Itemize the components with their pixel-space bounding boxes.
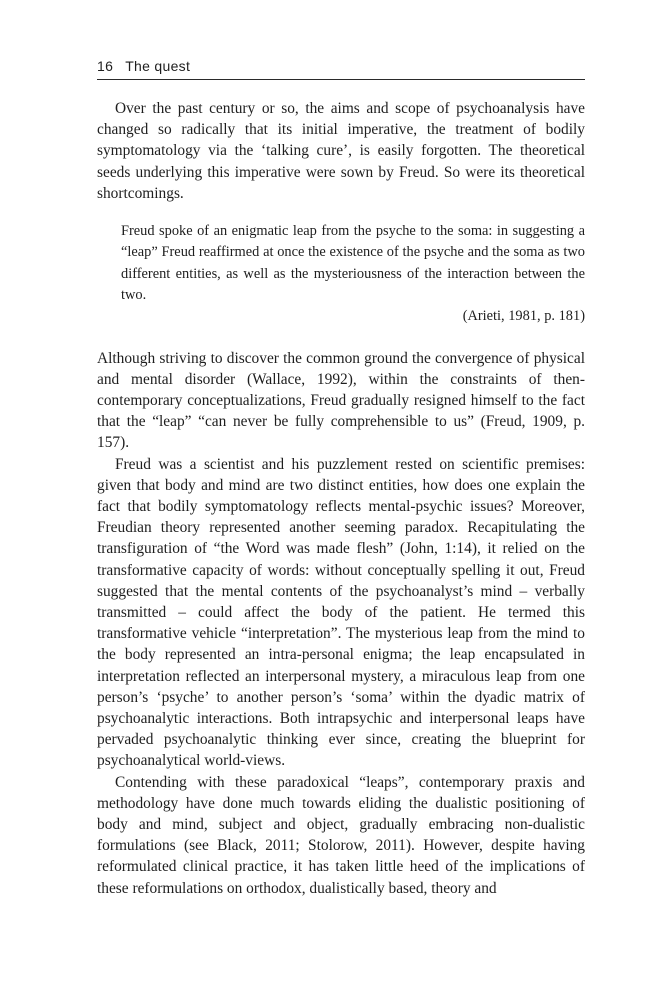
running-header: [97, 56, 585, 80]
book-page: [97, 56, 585, 899]
main-text: [97, 98, 585, 899]
paragraph-2: Although striving to discover the common ground the convergence of physical and mental disorder (Wallace, 1992), within the constraints of then-contemporary conceptualizations, Freud gradually resigned himself to the fact that the “leap” “can never be fully comprehensible to us” (Freud, 1909, p. 157).: [97, 349, 585, 452]
quote-citation: (Arieti, 1981, p. 181): [462, 308, 585, 325]
running-title: The quest: [125, 58, 191, 74]
block-quote: Freud spoke of an enigmatic leap from the psyche to the soma: in suggesting a “leap” Freud reaffirmed at once the existence of the psyche and the soma as two different entities, as well as the mysteriousness of the interaction between the two.: [121, 223, 585, 303]
page-number: 16: [97, 58, 114, 74]
paragraph-4: Contending with these paradoxical “leaps”, contemporary praxis and methodology have done much towards eliding the dualistic positioning of body and mind, subject and object, gradually embracing non-dualistic formulations (see Black, 2011; Stolorow, 2011). However, despite having reformulated clinical practice, it has taken little heed of the implications of these reformulations on orthodox, dualistically based, theory and: [97, 773, 585, 897]
paragraph-3: Freud was a scientist and his puzzlement rested on scientific premises: given that body and mind are two distinct entities, how does one explain the fact that bodily symptomatology reflects mental-psychic issues? Moreover, Freudian theory represented another seeming paradox. Recapitulating the transfiguration of “the Word was made flesh” (John, 1:14), it relied on the transformative capacity of words: without conceptually spelling it out, Freud suggested that the mental contents of the psychoanalyst’s mind – verbally transmitted – could affect the body of the patient. He termed this transformative vehicle “interpretation”. The mysterious leap from the mind to the body represented an intra-personal enigma; the leap encapsulated in interpretation reflected an interpersonal mystery, a miraculous leap from one person’s ‘psyche’ to another person’s ‘soma’ within the dyadic matrix of psychoanalytic interactions. Both intrapsychic and interpersonal leaps have pervaded psychoanalytic thinking ever since, creating the blueprint for psychoanalytical world-views.: [97, 455, 585, 770]
paragraph-1: Over the past century or so, the aims and scope of psychoanalysis have changed so radically that its initial imperative, the treatment of bodily symptomatology via the ‘talking cure’, is easily forgotten. The theoretical seeds underlying this imperative were sown by Freud. So were its theoretical shortcomings.: [97, 100, 585, 202]
